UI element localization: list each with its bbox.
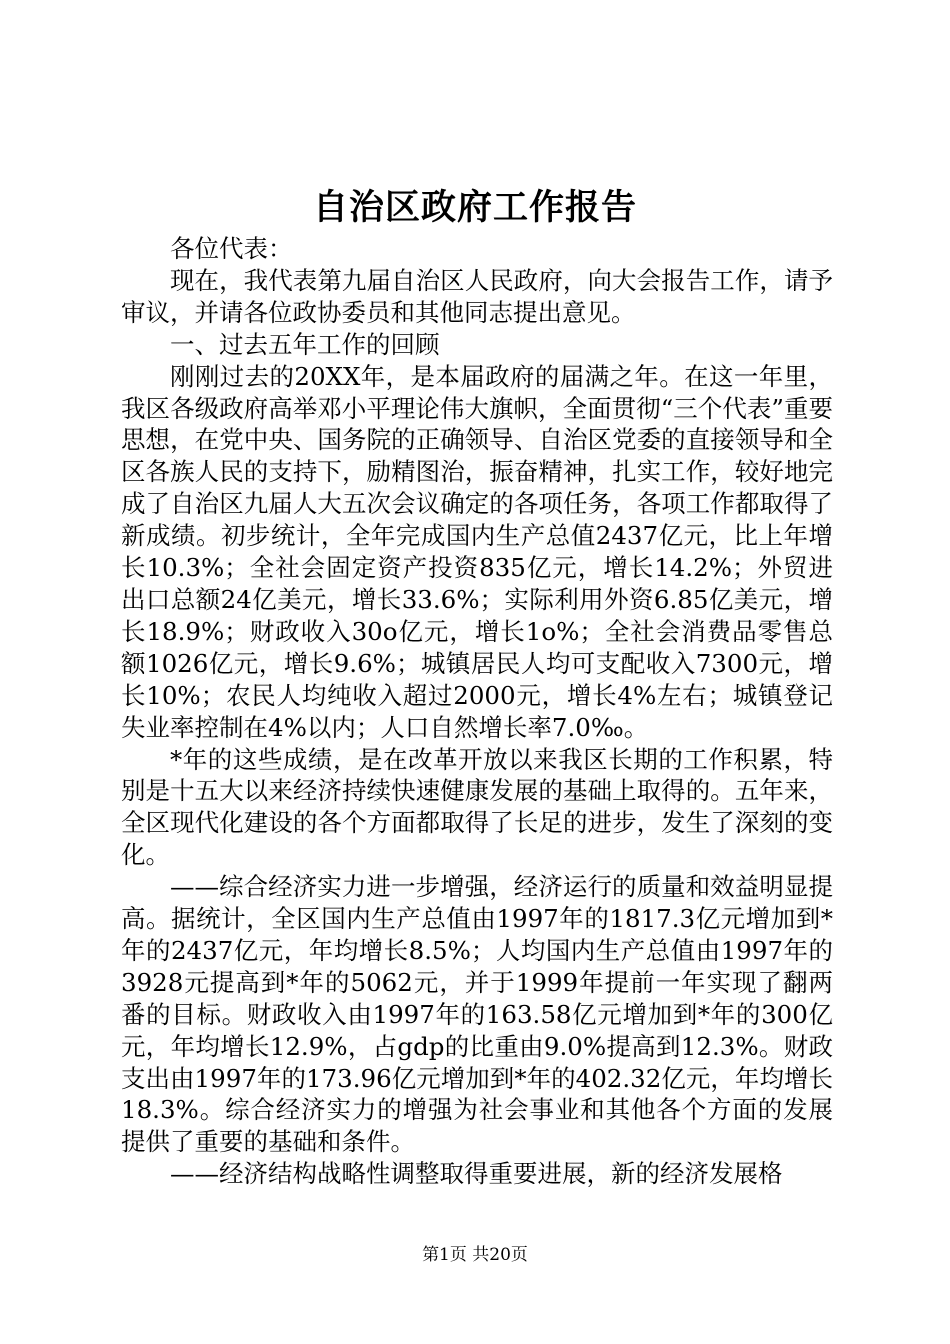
body-paragraph: 刚刚过去的20XX年，是本届政府的届满之年。在这一年里，我区各级政府高举邓小平理论伟大旗帜，全面贯彻“三个代表”重要思想，在党中央、国务院的正确领导、自治区党委的直接领导和全区各族人民的支持下，励精图治，振奋精神，扎实工作，较好地完成了自治区九届人大五次会议确定的各项任务，各项工作都取得了新成绩。初步统计，全年完成国内生产总值2437亿元，比上年增长10.3%；全社会固定资产投资835亿元，增长14.2%；外贸进出口总额24亿美元，增长33.6%；实际利用外资6.85亿美元，增长18.9%；财政收入30o亿元，增长1o%；全社会消费品零售总额1026亿元，增长9.6%；城镇居民人均可支配收入7300元，增长10%；农民人均纯收入超过2000元，增长4%左右；城镇登记失业率控制在4%以内；人口自然增长率7.0‰。	[121, 361, 833, 742]
page-number-footer: 第1页 共20页	[422, 1245, 528, 1265]
section-heading: 一、过去五年工作的回顾	[170, 329, 440, 359]
body-paragraph: ——综合经济实力进一步增强，经济运行的质量和效益明显提高。据统计，全区国内生产总值由1997年的1817.3亿元增加到*年的2437亿元，年均增长8.5%；人均国内生产总值由1997年的3928元提高到*年的5062元，并于1999年提前一年实现了翻两番的目标。财政收入由1997年的163.58亿元增加到*年的300亿元，年均增长12.9%，占gdp的比重由9.0%提高到12.3%。财政支出由1997年的173.96亿元增加到*年的402.32亿元，年均增长18.3%。综合经济实力的增强为社会事业和其他各个方面的发展提供了重要的基础和条件。	[121, 872, 833, 1157]
body-paragraph: 现在，我代表第九届自治区人民政府，向大会报告工作，请予审议，并请各位政协委员和其他同志提出意见。	[121, 265, 833, 327]
salutation: 各位代表：	[170, 234, 293, 263]
document-body	[121, 233, 833, 1190]
body-paragraph: ——经济结构战略性调整取得重要进展，新的经济发展格	[170, 1159, 783, 1189]
document-title: 自治区政府工作报告	[312, 187, 637, 228]
body-paragraph: *年的这些成绩，是在改革开放以来我区长期的工作积累，特别是十五大以来经济持续快速健康发展的基础上取得的。五年来，全区现代化建设的各个方面都取得了长足的进步，发生了深刻的变化。	[121, 744, 833, 870]
